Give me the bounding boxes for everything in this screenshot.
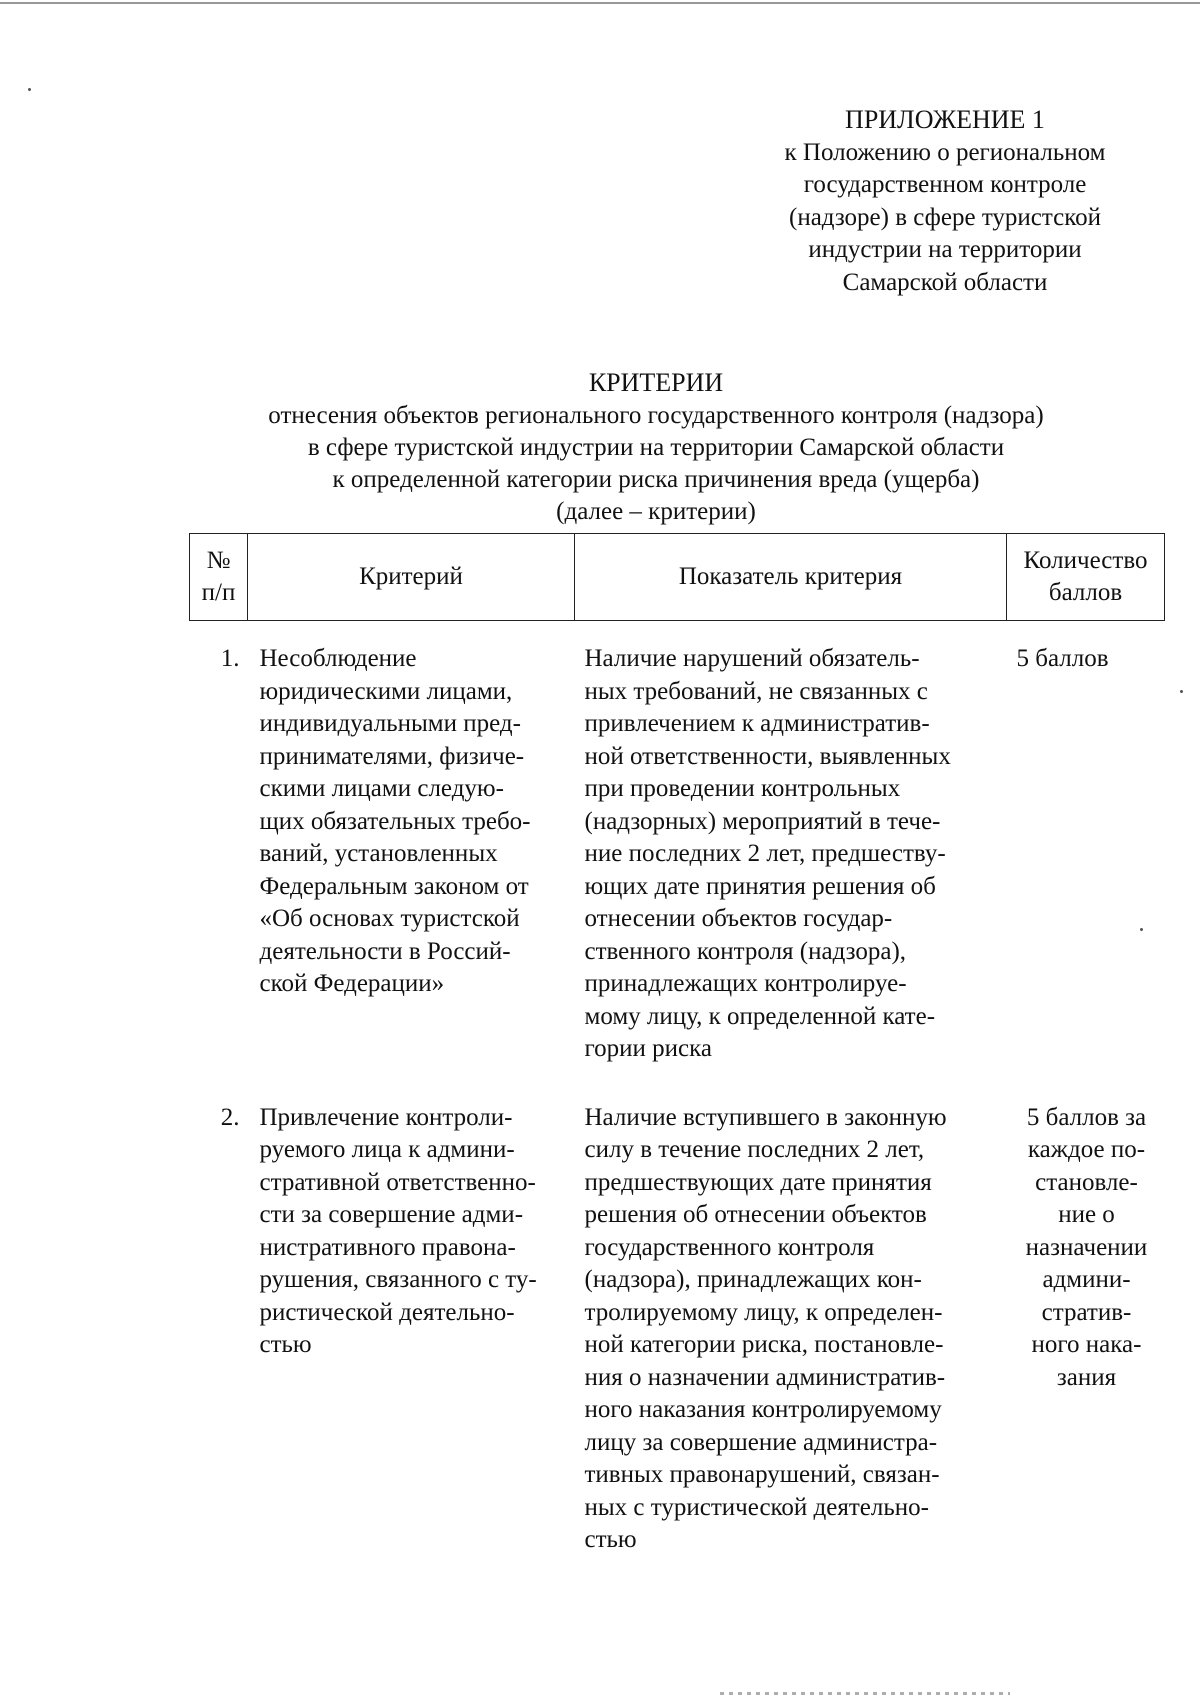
heading-title: КРИТЕРИИ bbox=[588, 368, 724, 397]
header-points: Количество баллов bbox=[1007, 534, 1165, 621]
row-points: 5 баллов bbox=[1016, 645, 1109, 672]
appendix-line: (надзоре) в сфере туристской bbox=[789, 203, 1101, 231]
scan-speck bbox=[28, 88, 31, 91]
table-header-row bbox=[190, 534, 1165, 621]
scan-border-line bbox=[0, 2, 1200, 4]
row-criterion: Несоблюдение юридическими лицами, индивидуальными пред- принимателями, физиче- скими лицами следую- щих обязательных требо- ваний, установленных Федеральным законом от «Об основах туристской деятельности в Россий- ской Федерации» bbox=[259, 645, 531, 997]
scan-noise bbox=[720, 1692, 1010, 1695]
appendix-title: ПРИЛОЖЕНИЕ 1 bbox=[845, 105, 1045, 134]
heading-line: отнесения объектов регионального государственного контроля (надзора) bbox=[268, 402, 1044, 429]
appendix-line: индустрии на территории bbox=[808, 236, 1082, 263]
appendix-line: государственном контроле bbox=[803, 171, 1087, 198]
row-points: 5 баллов за каждое по- становле- ние о назначении админи- стратив- ного нака- зания bbox=[1025, 1103, 1148, 1391]
table-row bbox=[190, 1066, 1165, 1557]
scan-speck bbox=[1180, 690, 1183, 693]
appendix-block bbox=[730, 104, 1160, 299]
row-indicator: Наличие вступившего в законную силу в течение последних 2 лет, предшествующих дате принятия решения об отнесении объектов государственного контроля (надзора), принадлежащих кон- тролируемому лицу, к определен- ной категории риска, постановле- ния о назначении административ- ного наказания контролируемому лицу за совершение администра- тивных правонарушений, связан- ных с туристической деятельно- стью bbox=[584, 1103, 947, 1553]
heading-line: в сфере туристской индустрии на территории Самарской области bbox=[307, 434, 1005, 461]
row-number: 2. bbox=[220, 1103, 240, 1131]
heading-line: (далее – критерии) bbox=[556, 498, 756, 525]
table-row bbox=[190, 621, 1165, 1066]
criteria-table bbox=[189, 533, 1165, 1557]
appendix-line: к Положению о региональном bbox=[784, 138, 1106, 166]
document-heading bbox=[150, 366, 1162, 528]
row-indicator: Наличие нарушений обязатель- ных требований, не связанных с привлечением к административ- ной ответственности, выявленных при проведении контрольных (надзорных) мероприятий в тече- ние последних 2 лет, предшеству- ющих дате принятия решения об отнесении объектов государ- ственного контроля (надзора), принадлежащих контролируе- мому лицу, к определенной кате- гории риска bbox=[584, 645, 951, 1062]
header-indicator: Показатель критерия bbox=[575, 534, 1007, 621]
header-criterion: Критерий bbox=[248, 534, 575, 621]
appendix-line: Самарской области bbox=[842, 268, 1048, 296]
heading-line: к определенной категории риска причинения вреда (ущерба) bbox=[332, 466, 980, 493]
row-criterion: Привлечение контроли- руемого лица к админи- стративной ответственно- сти за совершение адми- нистративного правона- рушения, связанного с ту- ристической деятельно- стью bbox=[259, 1103, 537, 1358]
header-number: № п/п bbox=[190, 534, 248, 621]
row-number: 1. bbox=[220, 645, 240, 672]
